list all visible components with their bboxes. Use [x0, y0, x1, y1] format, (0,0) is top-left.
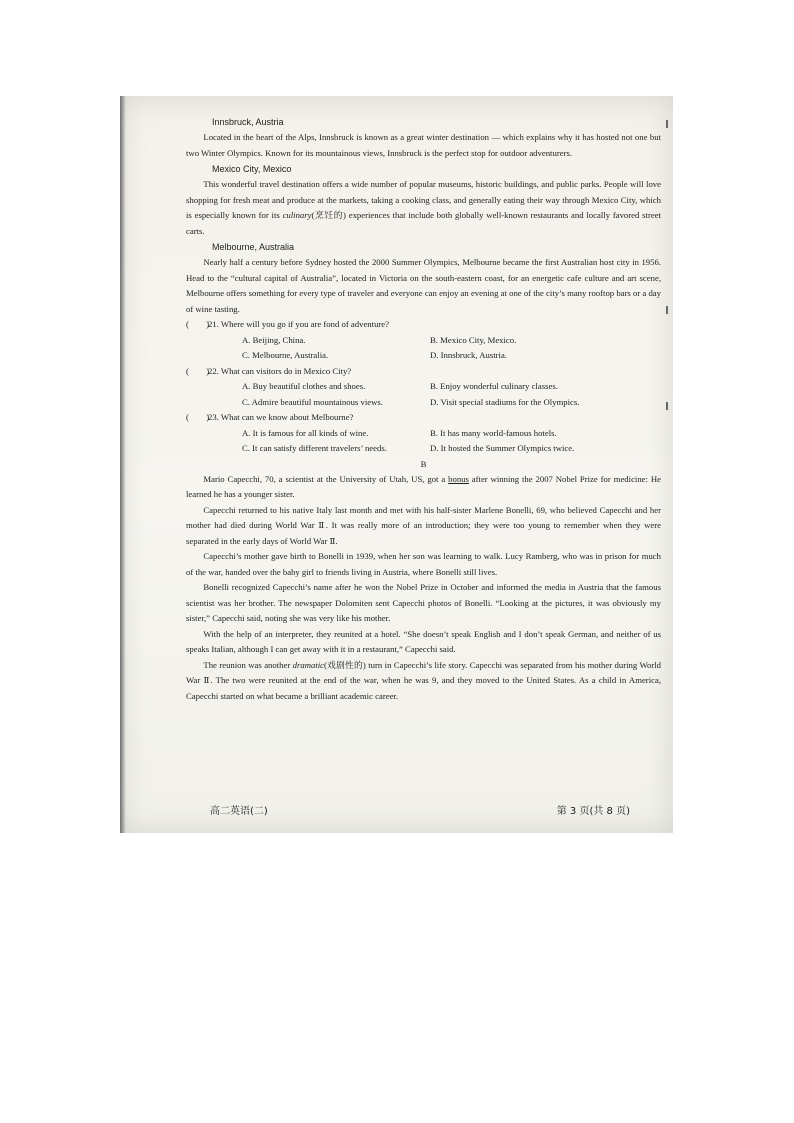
option-c: C. It can satisfy different travelers’ needs. — [242, 443, 387, 453]
question-stem: 22. What can visitors do in Mexico City? — [208, 365, 352, 376]
dramatic-gloss: (戏剧性的) — [324, 659, 366, 670]
dramatic-term: dramatic — [292, 659, 325, 670]
p6-text-2: turn in Capecchi’s life story. Capecchi was separated from his mother during World War Ⅱ. The two were reunited at the end of the war, when he was 9, and they moved to the United States. As a child in America, Capecchi started on what became a brilliant academic career. — [186, 659, 661, 701]
page-content — [186, 114, 661, 704]
p1-text-1: Mario Capecchi, 70, a scientist at the University of Utah, US, got a — [203, 473, 449, 484]
answer-blank: ( ) — [186, 412, 210, 422]
page-shadow-edge — [120, 96, 126, 833]
place-heading-mexico: Mexico City, Mexico — [212, 164, 292, 174]
mexico-paragraph — [186, 177, 661, 239]
option-d: D. It hosted the Summer Olympics twice. — [430, 443, 575, 453]
innsbruck-paragraph: Located in the heart of the Alps, Innsbruck is known as a great winter destination — which explains why it has hosted not one but two Winter Olympics. Known for its mountainous views, Innsbruck is the perfect stop for outdoor adventurers. — [186, 132, 661, 158]
question-stem: 23. What can we know about Melbourne? — [208, 412, 354, 422]
melbourne-paragraph: Nearly half a century before Sydney hosted the 2000 Summer Olympics, Melbourne became the first Australian host city in 1956. Head to the “cultural capital of Australia”, located in Victoria on the south-eastern coast, for an energetic cafe culture and art scene, Melbourne offers something for every type of traveler and everyone can enjoy an evening at one of the city’s many rooftop bars or a day of wine tasting. — [186, 257, 661, 314]
option-a: A. Beijing, China. — [242, 334, 306, 345]
passage-b-paragraph-1 — [186, 472, 661, 503]
passage-b-paragraph-4: Bonelli recognized Capecchi’s name after he won the Nobel Prize in October and informed the media in Austria that the famous scientist was her brother. The newspaper Dolomiten sent Capecchi photos of Bonelli. “Looking at the pictures, it was obviously my sister,” Capecchi said, noting she was very like his mother. — [186, 582, 661, 623]
place-heading-melbourne: Melbourne, Australia — [212, 242, 295, 252]
answer-blank: ( ) — [186, 319, 210, 329]
passage-b-paragraph-5: With the help of an interpreter, they reunited at a hotel. “She doesn’t speak English and I don’t speak German, and neither of us speaks Italian, although I can get away with it in a restaurant,” Capecchi said. — [186, 628, 661, 654]
option-d: D. Visit special stadiums for the Olympics. — [430, 396, 580, 407]
photographed-page — [120, 96, 673, 833]
mexico-text-1: This wonderful travel destination offers a wide number of popular museums, historic buildings, and public parks. People will love shopping for fresh meat and produce at the markets, taking a cooking class, and generally eating their way through Mexico City, which is especially known for its — [186, 179, 661, 220]
option-b: B. Enjoy wonderful culinary classes. — [430, 381, 558, 391]
section-b-heading: B — [420, 458, 427, 469]
margin-mark — [666, 402, 668, 410]
culinary-term: culinary — [282, 210, 312, 220]
place-heading-innsbruck: Innsbruck, Austria — [212, 117, 284, 127]
passage-b-paragraph-6 — [186, 658, 661, 705]
option-b: B. It has many world-famous hotels. — [430, 427, 557, 438]
p1-text-2: after winning the 2007 Nobel Prize for medicine: He learned he has a younger sister. — [186, 473, 661, 499]
question-stem: 21. Where will you go if you are fond of adventure? — [208, 319, 390, 329]
footer-subject: 高二英语(二) — [210, 806, 268, 817]
option-a: A. It is famous for all kinds of wine. — [242, 427, 369, 438]
answer-blank: ( ) — [186, 365, 210, 376]
question-23 — [186, 410, 661, 457]
margin-mark — [666, 306, 668, 314]
margin-mark — [666, 120, 668, 128]
passage-b-paragraph-2: Capecchi returned to his native Italy last month and met with his half-sister Marlene Bonelli, 69, who believed Capecchi and her mother had died during World War Ⅱ. It was really more of an introduction; they were too young to remember when they were separated in the early days of World War Ⅱ. — [186, 504, 661, 546]
footer-page-number: 第 3 页(共 8 页) — [556, 806, 630, 817]
question-22 — [186, 364, 661, 411]
question-21 — [186, 317, 661, 364]
option-d: D. Innsbruck, Austria. — [430, 350, 507, 360]
option-a: A. Buy beautiful clothes and shoes. — [242, 381, 366, 391]
bonus-word: bonus — [448, 473, 469, 484]
p6-text-1: The reunion was another — [203, 659, 293, 670]
mexico-text-2: experiences that include both globally well-known restaurants and locally favored street carts. — [186, 210, 661, 236]
passage-b-paragraph-3: Capecchi’s mother gave birth to Bonelli in 1939, when her son was learning to walk. Lucy Ramberg, who was in prison for much of the war, handed over the baby girl to friends living in Austria, where Bonelli still lives. — [186, 551, 661, 577]
option-c: C. Admire beautiful mountainous views. — [242, 396, 383, 407]
page-footer — [210, 802, 630, 817]
culinary-gloss: (烹饪的) — [311, 210, 346, 220]
option-c: C. Melbourne, Australia. — [242, 350, 329, 360]
option-b: B. Mexico City, Mexico. — [430, 334, 517, 345]
